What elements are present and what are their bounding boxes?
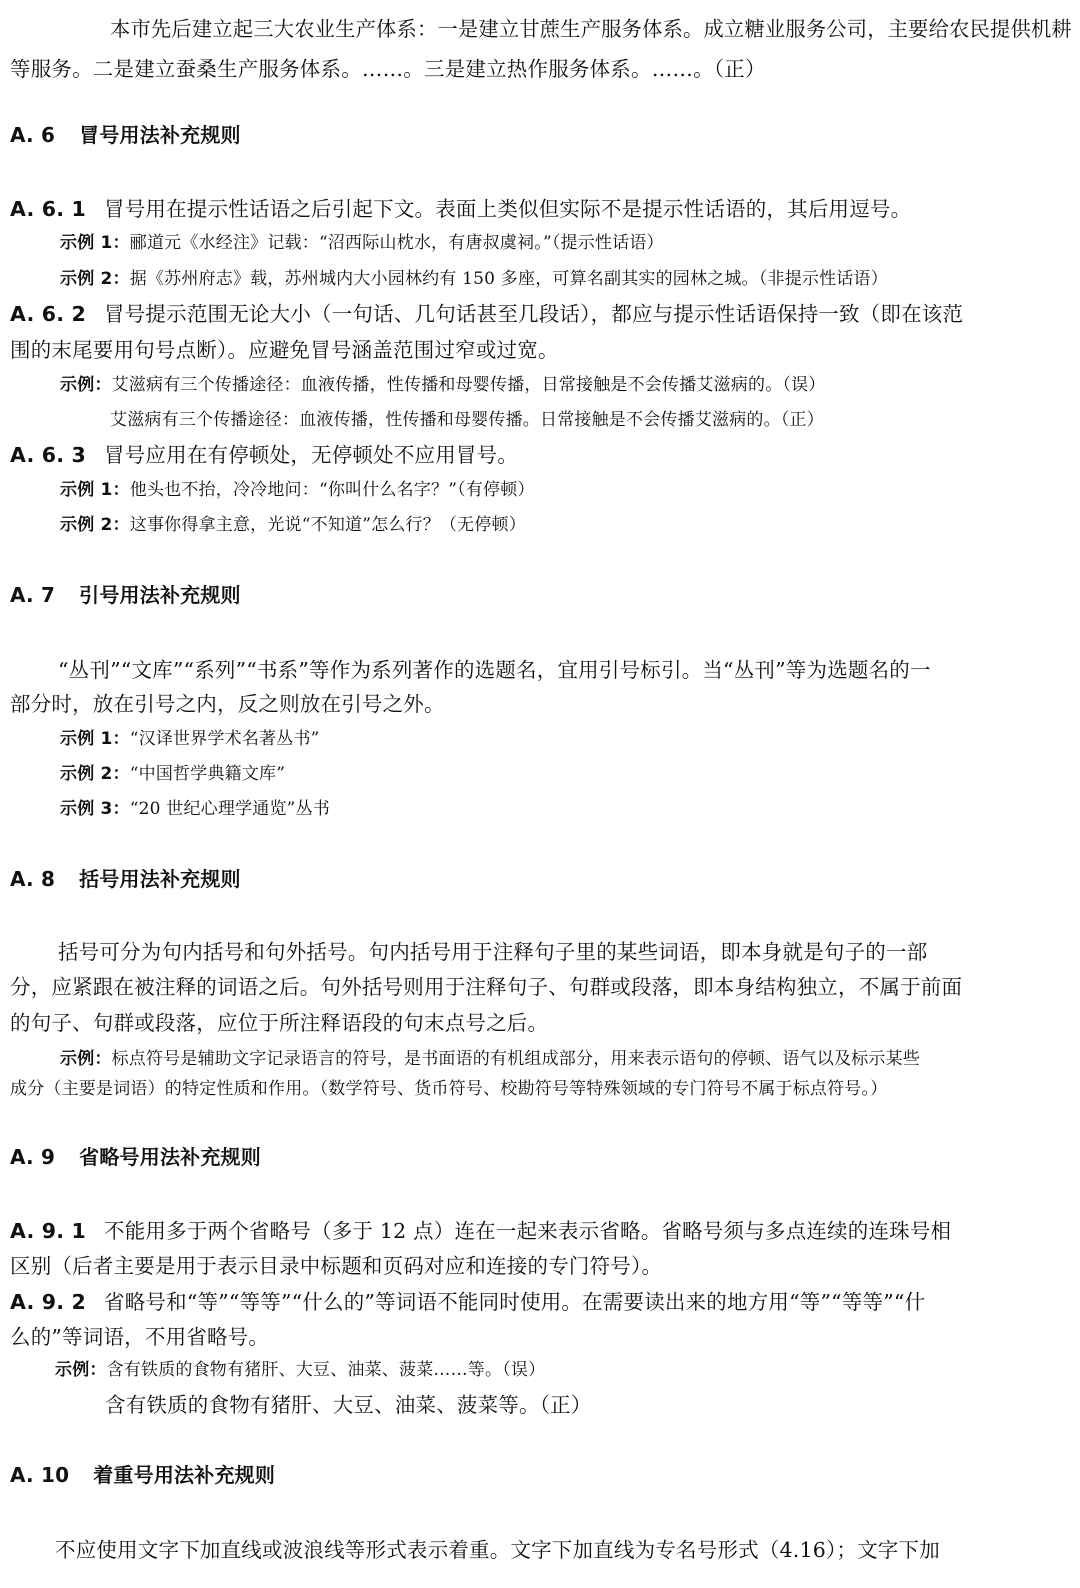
- example-a6-2-wrong: 示例：艾滋病有三个传播途径：血液传播，性传播和母婴传播，日常接触是不会传播艾滋病的。（误）: [60, 375, 826, 395]
- para-a8-line-1: 括号可分为句内括号和句外括号。句内括号用于注释句子里的某些词语，即本身就是句子的一部: [58, 940, 928, 964]
- section-heading-a10: A. 10 着重号用法补充规则: [10, 1463, 276, 1487]
- section-heading-a7: A. 7 引号用法补充规则: [10, 583, 241, 607]
- para-a8-line-3: 的句子、句群或段落，应位于所注释语段的句末点号之后。: [10, 1011, 549, 1035]
- rule-a6-1: A. 6. 1 冒号用在提示性话语之后引起下文。表面上类似但实际不是提示性话语的，其后用逗号。: [10, 197, 912, 221]
- rule-a6-2-line-2: 围的末尾要用句号点断）。应避免冒号涵盖范围过窄或过宽。: [10, 338, 559, 362]
- para-a7-line-1: “丛刊”“文库”“系列”“书系”等作为系列著作的选题名，宜用引号标引。当“丛刊”等为选题名的一: [58, 658, 931, 682]
- intro-line-2: 等服务。二是建立蚕桑生产服务体系。……。三是建立热作服务体系。……。（正）: [10, 57, 766, 81]
- example-a8-line-2: 成分（主要是词语）的特定性质和作用。（数学符号、货币符号、校勘符号等特殊领域的专门符号不属于标点符号。）: [10, 1079, 888, 1099]
- section-heading-a8: A. 8 括号用法补充规则: [10, 867, 241, 891]
- example-a7-3: 示例 3：“20 世纪心理学通览”丛书: [60, 799, 330, 819]
- para-a10-line-1: 不应使用文字下加直线或波浪线等形式表示着重。文字下加直线为专名号形式（4.16）；文字下加: [55, 1538, 940, 1562]
- example-a7-1: 示例 1：“汉译世界学术名著丛书”: [60, 729, 320, 749]
- example-a7-2: 示例 2：“中国哲学典籍文库”: [60, 764, 286, 784]
- rule-a9-1-line-2: 区别（后者主要是用于表示目录中标题和页码对应和连接的专门符号）。: [10, 1254, 663, 1278]
- rule-a9-2-line-1: A. 9. 2 省略号和“等”“等等”“什么的”等词语不能同时使用。在需要读出来的地方用“等”“等等”“什: [10, 1290, 926, 1314]
- example-a6-2-right: 艾滋病有三个传播途径：血液传播，性传播和母婴传播。日常接触是不会传播艾滋病的。（正）: [110, 410, 824, 430]
- example-a9-wrong: 示例：含有铁质的食物有猪肝、大豆、油菜、菠菜……等。（误）: [55, 1360, 546, 1380]
- intro-line-1: 本市先后建立起三大农业生产体系：一是建立甘蔗生产服务体系。成立糖业服务公司，主要给农民提供机耕: [110, 17, 1072, 41]
- para-a8-line-2: 分，应紧跟在被注释的词语之后。句外括号则用于注释句子、句群或段落，即本身结构独立，不属于前面: [10, 975, 963, 999]
- para-a7-line-2: 部分时，放在引号之内，反之则放在引号之外。: [10, 692, 445, 716]
- rule-a6-2-line-1: A. 6. 2 冒号提示范围无论大小（一句话、几句话甚至几段话），都应与提示性话语保持一致（即在该范: [10, 302, 964, 326]
- example-a6-1-2: 示例 2：据《苏州府志》载，苏州城内大小园林约有 150 多座，可算名副其实的园林之城。（非提示性话语）: [60, 269, 888, 289]
- example-a6-3-1: 示例 1：他头也不抬，冷冷地问：“你叫什么名字？”（有停顿）: [60, 480, 535, 500]
- section-heading-a6: A. 6 冒号用法补充规则: [10, 123, 241, 147]
- rule-a9-2-line-2: 么的”等词语，不用省略号。: [10, 1325, 270, 1349]
- section-heading-a9: A. 9 省略号用法补充规则: [10, 1145, 261, 1169]
- rule-a6-3: A. 6. 3 冒号应用在有停顿处，无停顿处不应用冒号。: [10, 443, 519, 467]
- rule-a9-1-line-1: A. 9. 1 不能用多于两个省略号（多于 12 点）连在一起来表示省略。省略号须与多点连续的连珠号相: [10, 1219, 952, 1243]
- example-a8-line-1: 示例：标点符号是辅助文字记录语言的符号，是书面语的有机组成部分，用来表示语句的停顿、语气以及标示某些: [60, 1049, 921, 1069]
- example-a9-right: 含有铁质的食物有猪肝、大豆、油菜、菠菜等。（正）: [105, 1393, 592, 1417]
- example-a6-1-1: 示例 1：郦道元《水经注》记载：“沼西际山枕水，有唐叔虞祠。”（提示性话语）: [60, 233, 664, 253]
- example-a6-3-2: 示例 2：这事你得拿主意，光说“不知道”怎么行？（无停顿）: [60, 515, 526, 535]
